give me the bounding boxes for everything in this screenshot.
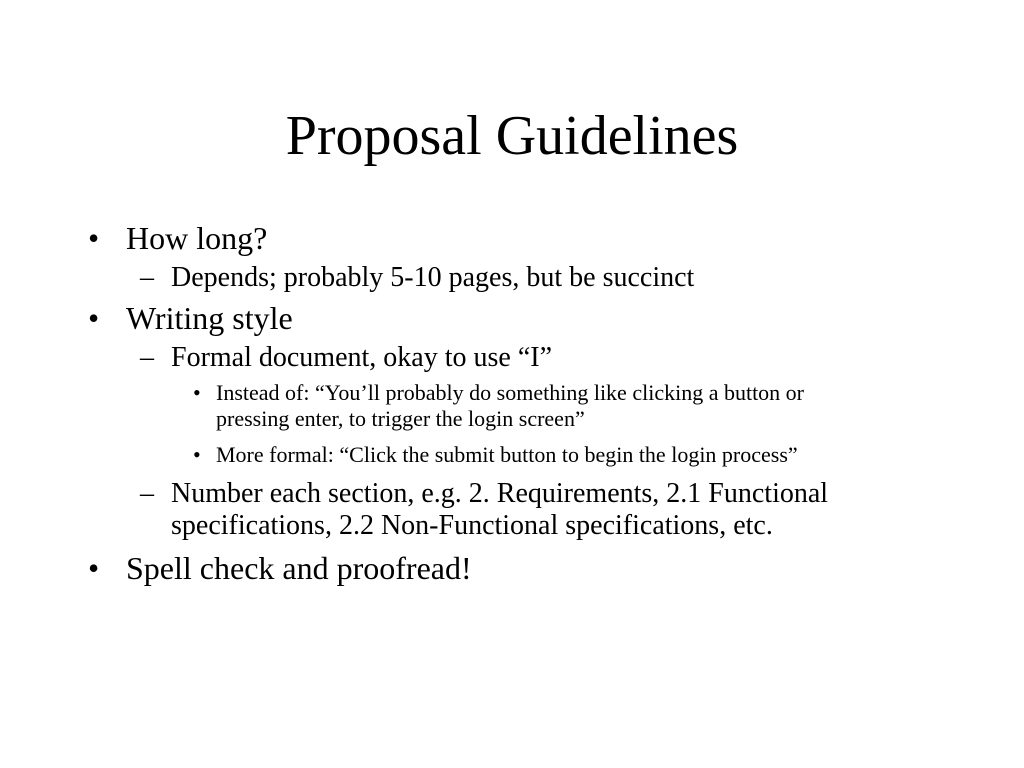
sub-bullet-text: Depends; probably 5-10 pages, but be succinct [171,262,695,293]
bullet-marker: • [88,300,100,336]
bullet-item [0,550,886,587]
sub-bullet-text: Number each section, e.g. 2. Requirements, 2.1 Functional specifications, 2.2 Non-Functional specifications, etc. [171,478,829,541]
sub-bullet-item [0,262,851,294]
slide-body [0,220,1024,592]
sub-sub-bullet-item [0,380,876,432]
sub-bullet-text: Formal document, okay to use “I” [171,342,553,373]
bullet-marker: • [193,442,201,467]
dash-marker: – [140,478,154,509]
bullet-marker: • [88,220,100,256]
sub-sub-bullet-item [0,442,876,468]
dash-marker: – [140,262,154,293]
bullet-text: Spell check and proofread! [126,550,472,586]
sub-sub-bullet-text: Instead of: “You’ll probably do something like clicking a button or pressing enter, to trigger the login screen” [216,380,805,431]
sub-bullet-item [0,342,851,374]
bullet-item [0,300,886,337]
slide-title: Proposal Guidelines [285,105,739,167]
dash-marker: – [140,342,154,373]
sub-sub-bullet-text: More formal: “Click the submit button to begin the login process” [216,442,798,467]
bullet-text: How long? [126,220,268,256]
bullet-item [0,220,886,257]
bullet-marker: • [88,550,100,586]
bullet-text: Writing style [126,300,293,336]
bullet-marker: • [193,380,201,405]
sub-bullet-item [0,478,851,542]
